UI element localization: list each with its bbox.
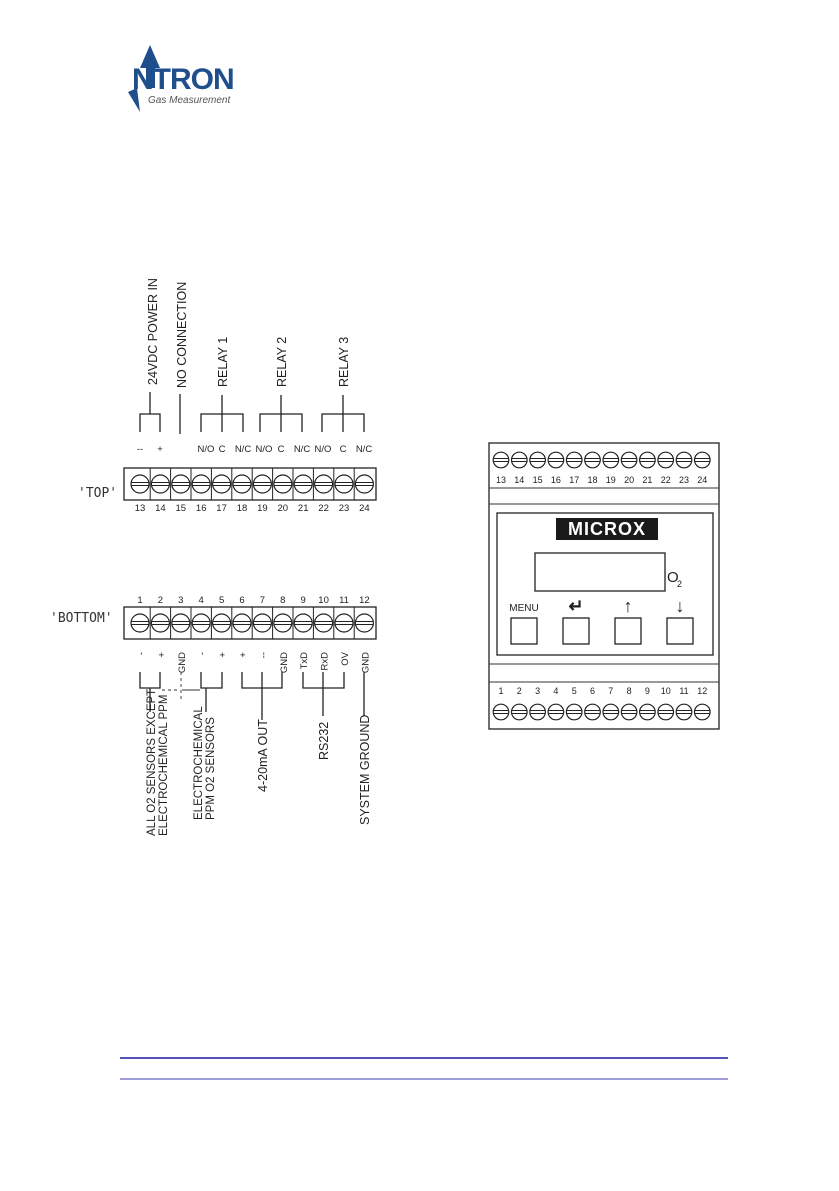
terminal-number-bottom: 10 bbox=[318, 595, 329, 606]
pin-label-bottom: OV bbox=[340, 652, 351, 666]
terminal-number-top: 14 bbox=[155, 503, 166, 514]
terminal-screw-bottom bbox=[233, 614, 251, 632]
device-terminal-number-top: 20 bbox=[624, 475, 635, 485]
terminal-number-top: 21 bbox=[297, 503, 309, 514]
device-terminal-number-bottom: 12 bbox=[697, 686, 708, 696]
terminal-screw-top bbox=[294, 475, 312, 493]
pin-label-top: N/O bbox=[255, 444, 273, 455]
device-screw-bottom bbox=[676, 704, 692, 720]
device-screw-top bbox=[658, 452, 674, 468]
terminal-number-bottom: 1 bbox=[137, 595, 143, 606]
device-screw-top bbox=[512, 452, 528, 468]
device-screw-top bbox=[640, 452, 656, 468]
device-terminal-number-top: 23 bbox=[678, 475, 690, 485]
terminal-number-bottom: 4 bbox=[198, 595, 204, 606]
microx-brand: MICROX bbox=[568, 519, 646, 539]
device-terminal-number-top: 14 bbox=[514, 475, 525, 485]
pin-label-bottom: + bbox=[156, 652, 168, 658]
label-rs232: RS232 bbox=[317, 721, 331, 760]
terminal-number-top: 24 bbox=[359, 503, 370, 514]
arrow-down-icon: ↓ bbox=[675, 596, 685, 616]
label-electrochemical-ppm: ELECTROCHEMICAL PPM bbox=[158, 694, 170, 836]
terminal-number-top: 13 bbox=[134, 503, 146, 514]
label-all-o2-sensors: ALL O2 SENSORS EXCEPT bbox=[146, 688, 158, 836]
terminal-block-top bbox=[78, 278, 376, 514]
device-terminal-number-bottom: 1 bbox=[498, 686, 504, 696]
device-screw-bottom bbox=[566, 704, 582, 720]
device-screw-top bbox=[695, 452, 711, 468]
device-terminal-number-top: 24 bbox=[697, 475, 708, 485]
device-terminal-number-bottom: 3 bbox=[535, 686, 541, 696]
terminal-number-bottom: 12 bbox=[359, 595, 370, 606]
terminal-screw-top bbox=[131, 475, 149, 493]
label-relay-1: RELAY 1 bbox=[216, 336, 230, 387]
label-4-20ma-out: 4-20mA OUT bbox=[256, 719, 270, 792]
terminal-number-top: 18 bbox=[236, 503, 248, 514]
device-screw-top bbox=[676, 452, 692, 468]
top-wiring bbox=[140, 392, 364, 434]
pin-label-bottom: - bbox=[136, 652, 147, 656]
gas-symbol: O bbox=[667, 569, 679, 586]
device-screw-bottom bbox=[603, 704, 619, 720]
device-screw-bottom bbox=[548, 704, 564, 720]
terminal-number-top: 19 bbox=[257, 503, 268, 514]
terminal-number-top: 20 bbox=[277, 503, 289, 514]
pin-label-bottom: -- bbox=[258, 652, 270, 659]
device-terminal-number-top: 15 bbox=[532, 475, 543, 485]
terminal-screw-bottom bbox=[335, 614, 353, 632]
label-ppm-o2-sensors: PPM O2 SENSORS bbox=[205, 717, 217, 820]
terminal-number-top: 15 bbox=[175, 503, 187, 514]
arrow-down-button[interactable] bbox=[667, 596, 693, 644]
device-terminal-number-top: 22 bbox=[660, 475, 671, 485]
terminal-screw-top bbox=[274, 475, 292, 493]
terminal-screw-bottom bbox=[213, 614, 231, 632]
pin-label-top: C bbox=[277, 444, 285, 455]
terminal-screw-top bbox=[355, 475, 373, 493]
pin-label-top: C bbox=[218, 444, 226, 455]
terminal-number-bottom: 3 bbox=[178, 595, 184, 606]
device-screw-top bbox=[530, 452, 546, 468]
device-terminal-number-top: 18 bbox=[587, 475, 598, 485]
device-terminal-number-top: 19 bbox=[605, 475, 616, 485]
terminal-number-top: 17 bbox=[216, 503, 227, 514]
terminal-screw-bottom bbox=[151, 614, 169, 632]
device-terminal-number-bottom: 8 bbox=[626, 686, 632, 696]
device-screw-top bbox=[621, 452, 637, 468]
terminal-number-top: 22 bbox=[318, 503, 329, 514]
device-screw-bottom bbox=[695, 704, 711, 720]
bottom-wiring bbox=[140, 672, 364, 720]
device-screw-bottom bbox=[621, 704, 637, 720]
device-screw-top bbox=[548, 452, 564, 468]
device-terminal-number-bottom: 5 bbox=[571, 686, 577, 696]
device-terminal-number-bottom: 4 bbox=[553, 686, 559, 696]
pin-label-top: -- bbox=[136, 444, 144, 455]
terminal-screw-top bbox=[315, 475, 333, 493]
terminal-number-bottom: 2 bbox=[157, 595, 164, 606]
terminal-number-bottom: 5 bbox=[218, 595, 225, 606]
pin-label-top: N/O bbox=[197, 444, 215, 455]
device-screw-top bbox=[566, 452, 582, 468]
menu-label: MENU bbox=[509, 603, 539, 614]
terminal-screw-top bbox=[151, 475, 169, 493]
pin-label-bottom: + bbox=[238, 652, 249, 658]
logo-tagline: Gas Measurement bbox=[148, 95, 231, 106]
device-screw-bottom bbox=[530, 704, 546, 720]
terminal-number-bottom: 7 bbox=[259, 595, 266, 606]
terminal-block-bottom bbox=[50, 595, 376, 836]
terminal-screw-bottom bbox=[274, 614, 292, 632]
terminal-screw-bottom bbox=[315, 614, 333, 632]
pin-label-bottom: GND bbox=[176, 652, 188, 674]
pin-label-top: N/C bbox=[234, 444, 252, 455]
terminal-screw-top bbox=[253, 475, 271, 493]
terminal-number-top: 16 bbox=[195, 503, 207, 514]
pin-label-bottom: GND bbox=[278, 652, 290, 674]
terminal-screw-top bbox=[192, 475, 210, 493]
gas-subscript: 2 bbox=[677, 579, 683, 589]
pin-label-top: C bbox=[339, 444, 347, 455]
terminal-number-top: 23 bbox=[338, 503, 350, 514]
device-screw-top bbox=[493, 452, 509, 468]
pin-label-bottom: GND bbox=[360, 652, 372, 674]
device-terminal-number-bottom: 9 bbox=[644, 686, 650, 696]
device-terminal-number-bottom: 11 bbox=[679, 686, 689, 696]
terminal-screw-bottom bbox=[192, 614, 210, 632]
device-terminal-number-bottom: 10 bbox=[660, 686, 671, 696]
menu-button[interactable] bbox=[509, 603, 538, 644]
terminal-screw-top bbox=[335, 475, 353, 493]
terminal-number-bottom: 8 bbox=[280, 595, 286, 606]
enter-icon: ↵ bbox=[568, 596, 584, 616]
pin-label-bottom: + bbox=[217, 652, 229, 658]
device-terminal-number-top: 17 bbox=[569, 475, 580, 485]
label-system-ground: SYSTEM GROUND bbox=[358, 714, 372, 825]
label-relay-3: RELAY 3 bbox=[337, 336, 351, 387]
logo-brand: NTRON bbox=[132, 63, 234, 96]
pin-label-top: N/C bbox=[293, 444, 311, 455]
device-display bbox=[535, 553, 665, 591]
device-screw-bottom bbox=[512, 704, 528, 720]
device-terminal-number-top: 16 bbox=[550, 475, 561, 485]
device-terminal-number-top: 13 bbox=[495, 475, 507, 485]
device-screw-bottom bbox=[493, 704, 509, 720]
arrow-up-icon: ↑ bbox=[623, 596, 633, 616]
terminal-screw-bottom bbox=[172, 614, 190, 632]
terminal-screw-bottom bbox=[294, 614, 312, 632]
label-no-connection: NO CONNECTION bbox=[175, 281, 189, 388]
top-side-label: 'TOP' bbox=[78, 486, 118, 501]
pin-label-top: N/C bbox=[355, 444, 373, 455]
ntron-logo bbox=[128, 45, 234, 112]
device-terminal-number-bottom: 6 bbox=[589, 686, 596, 696]
terminal-number-bottom: 6 bbox=[239, 595, 245, 606]
label-electrochemical: ELECTROCHEMICAL bbox=[193, 706, 205, 820]
terminal-screw-bottom bbox=[355, 614, 373, 632]
label-24vdc-power-in: 24VDC POWER IN bbox=[146, 278, 160, 385]
terminal-number-bottom: 9 bbox=[300, 595, 306, 606]
arrow-up-button[interactable] bbox=[615, 596, 641, 644]
device-screw-bottom bbox=[658, 704, 674, 720]
terminal-screw-top bbox=[233, 475, 251, 493]
bottom-side-label: 'BOTTOM' bbox=[50, 611, 113, 626]
device-terminal-number-top: 21 bbox=[642, 475, 653, 485]
pin-label-bottom: - bbox=[197, 652, 209, 656]
pin-label-bottom: RxD bbox=[319, 652, 331, 671]
terminal-screw-top bbox=[213, 475, 231, 493]
label-relay-2: RELAY 2 bbox=[275, 336, 289, 387]
pin-label-top: + bbox=[157, 444, 163, 455]
terminal-screw-bottom bbox=[253, 614, 271, 632]
device-terminal-number-bottom: 2 bbox=[516, 686, 522, 696]
pin-label-bottom: TxD bbox=[299, 652, 311, 670]
terminal-screw-bottom bbox=[131, 614, 149, 632]
device-screw-top bbox=[603, 452, 619, 468]
microx-device bbox=[489, 443, 719, 729]
pin-label-top: N/O bbox=[314, 444, 332, 455]
terminal-number-bottom: 11 bbox=[339, 595, 349, 606]
device-screw-top bbox=[585, 452, 601, 468]
enter-button[interactable] bbox=[563, 596, 589, 644]
terminal-screw-top bbox=[172, 475, 190, 493]
device-screw-bottom bbox=[585, 704, 601, 720]
device-screw-bottom bbox=[640, 704, 656, 720]
device-terminal-number-bottom: 7 bbox=[608, 686, 614, 696]
